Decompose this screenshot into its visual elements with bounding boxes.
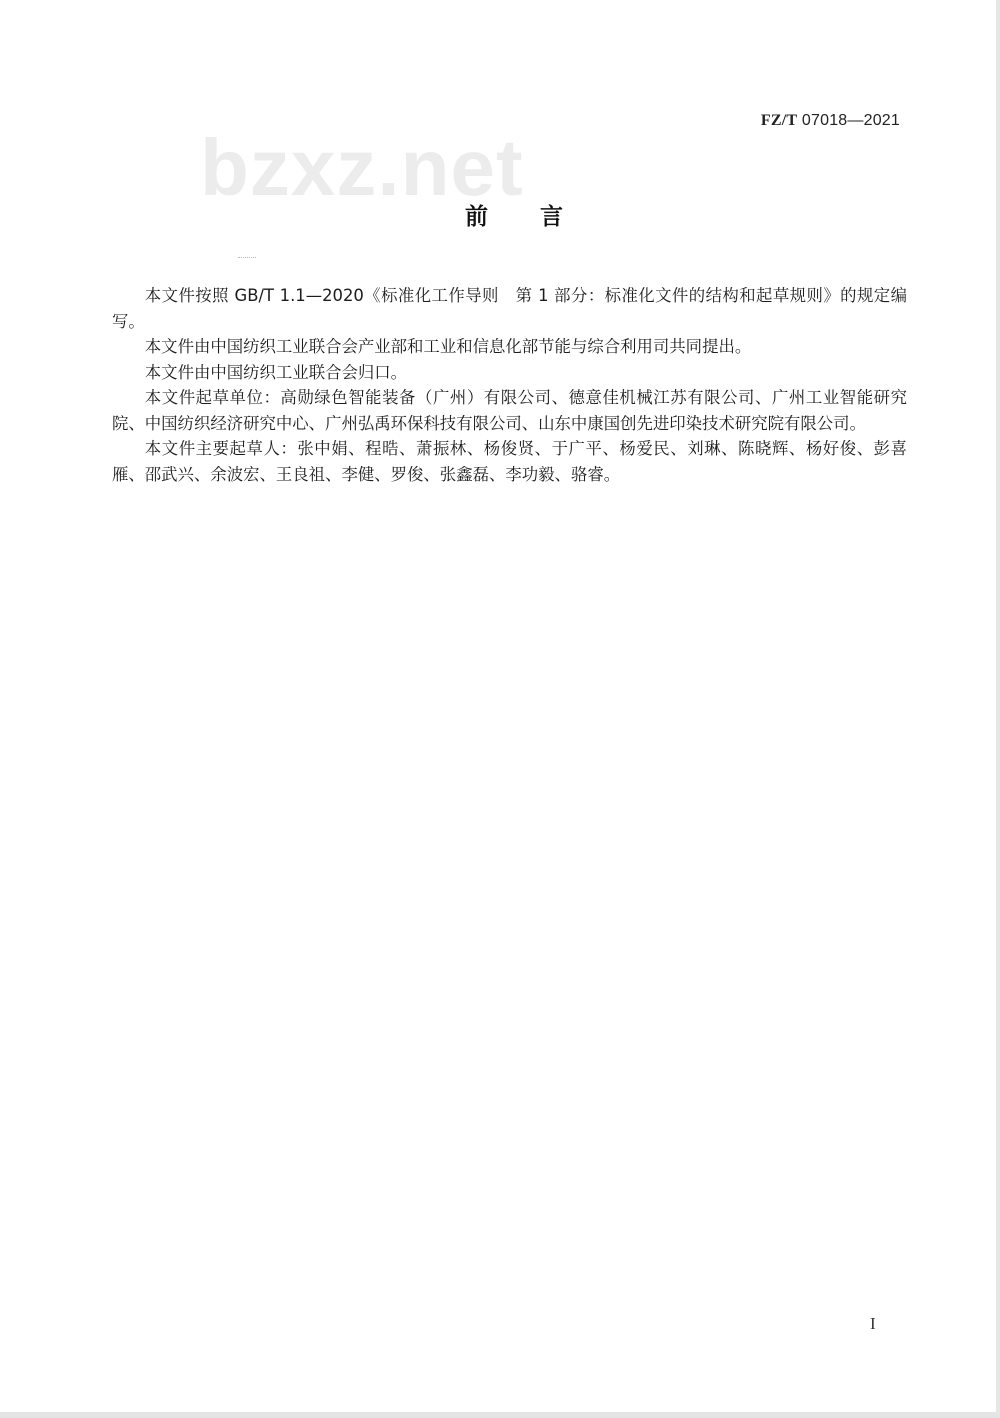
paragraph-proposer: 本文件由中国纺织工业联合会产业部和工业和信息化部节能与综合利用司共同提出。 — [144, 337, 752, 356]
standard-code — [761, 112, 900, 130]
page-title: 前言 — [465, 204, 615, 230]
page-number: I — [870, 1314, 876, 1333]
paragraph-administrator: 本文件由中国纺织工业联合会归口。 — [144, 362, 408, 382]
standard-code-number: 07018—2021 — [801, 112, 900, 129]
standard-code-prefix: FZ/T — [760, 112, 798, 129]
scan-artifact — [238, 257, 256, 261]
paragraph-drafting-units: 本文件起草单位：高勋绿色智能装备（广州）有限公司、德意佳机械江苏有限公司、广州工业智能研究院、中国纺织经济研究中心、广州弘禹环保科技有限公司、山东中康国创先进印染技术研究院有限公司。 — [112, 388, 907, 433]
paragraph-drafting-rules: 本文件按照 GB/T 1.1—2020《标准化工作导则 第 1 部分：标准化文件的结构和起草规则》的规定编写。 — [112, 286, 907, 331]
foreword-body — [112, 283, 907, 487]
paragraph-drafters: 本文件主要起草人：张中娟、程晧、萧振林、杨俊贤、于广平、杨爱民、刘琳、陈晓辉、杨好俊、彭喜雁、邵武兴、余波宏、王良祖、李健、罗俊、张鑫磊、李功毅、骆睿。 — [112, 439, 907, 484]
watermark: bzxz.net — [200, 123, 524, 212]
